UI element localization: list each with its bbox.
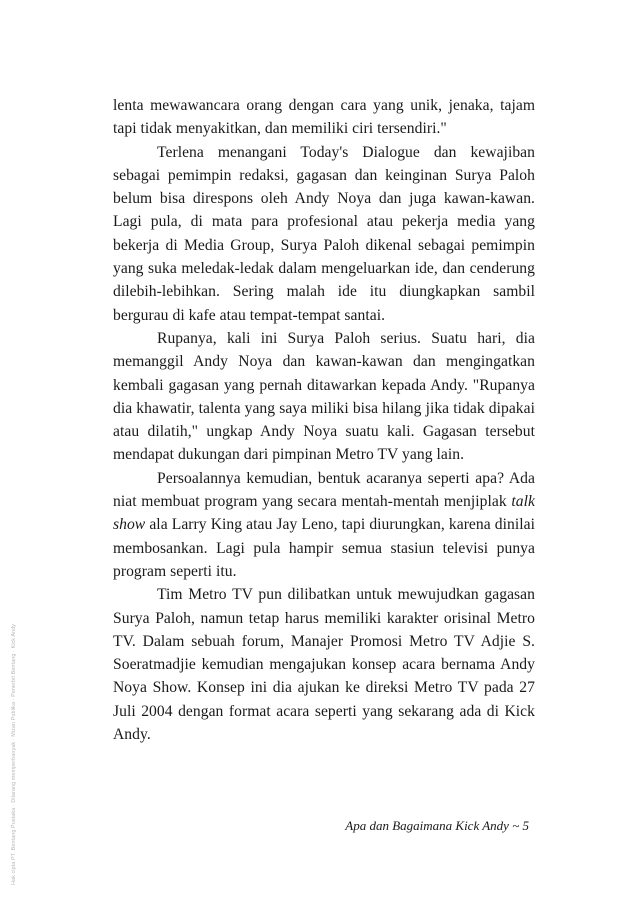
paragraph-5: Tim Metro TV pun dilibatkan untuk mewujudkan gagasan Surya Paloh, namun tetap harus memiliki karakter orisinal Metro TV. Dalam sebuah forum, Manajer Promosi Metro TV Adjie S. Soeratmadjie kemudian mengajukan konsep acara bernama Andy Noya Show. Konsep ini dia ajukan ke direksi Metro TV pada 27 Juli 2004 dengan format acara seperti yang sekarang ada di Kick Andy. <box>113 586 535 744</box>
paragraph-4-italic-term: talk show <box>113 493 535 534</box>
page-footer <box>113 818 529 834</box>
paragraph-4-text-after: ala Larry King atau Jay Leno, tapi diurungkan, karena dinilai membosankan. Lagi pula hampir semua stasiun televisi punya program seperti itu. <box>113 516 535 580</box>
body-text <box>113 94 535 746</box>
paragraph-3: Rupanya, kali ini Surya Paloh serius. Suatu hari, dia memanggil Andy Noya dan kawan-kawan dan mengingatkan kembali gagasan yang pernah ditawarkan kepada Andy. "Rupanya dia khawatir, talenta yang saya miliki bisa hilang jika tidak dipakai atau dilatih," ungkap Andy Noya suatu kali. Gagasan tersebut mendapat dukungan dari pimpinan Metro TV yang lain. <box>113 329 535 464</box>
footer-separator: ~ <box>512 818 520 833</box>
page-number: 5 <box>522 818 529 833</box>
margin-watermark: Hak cipta PT. Bentang Pustaka · Dilarang memperbanyak · Mizan Publika · Penerbit Bentang · Kick Andy <box>11 623 17 885</box>
paragraph-2: Terlena menangani Today's Dialogue dan kewajiban sebagai pemimpin redaksi, gagasan dan keinginan Surya Paloh belum bisa direspons oleh Andy Noya dan juga kawan-kawan. Lagi pula, di mata para profesional atau pekerja media yang bekerja di Media Group, Surya Paloh dikenal sebagai pemimpin yang suka meledak-ledak dalam mengeluarkan ide, dan cenderung dilebih-lebihkan. Sering malah ide itu diungkapkan sambil bergurau di kafe atau tempat-tempat santai. <box>113 143 535 324</box>
paragraph-1: lenta mewawancara orang dengan cara yang unik, jenaka, tajam tapi tidak menyakitkan, dan memiliki ciri tersendiri." <box>113 97 535 138</box>
running-title: Apa dan Bagaimana Kick Andy <box>345 818 509 833</box>
paragraph-4-text-before: Persoalannya kemudian, bentuk acaranya seperti apa? Ada niat membuat program yang secara mentah-mentah menjiplak <box>113 469 535 511</box>
paragraph-4 <box>113 467 535 583</box>
